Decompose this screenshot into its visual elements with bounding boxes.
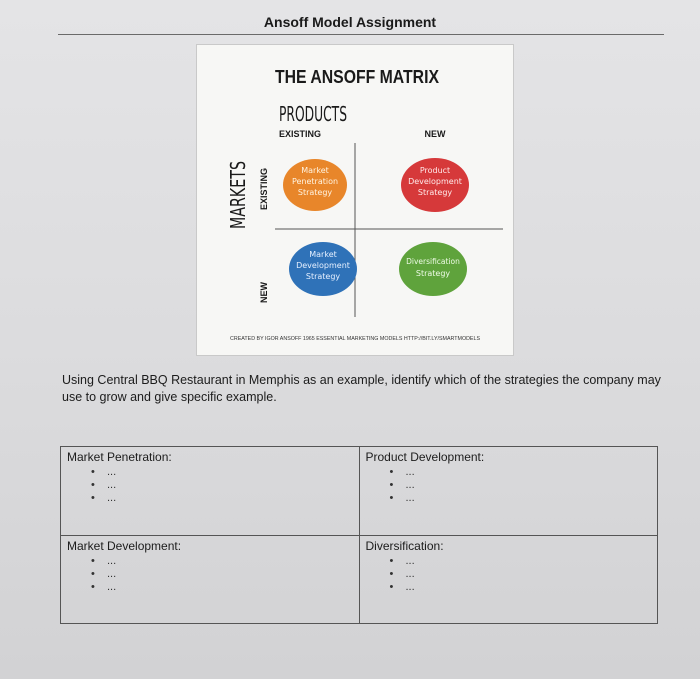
row-label-existing: EXISTING (259, 167, 269, 210)
bullet-icon: • (389, 554, 394, 567)
quadrant-diversification (399, 242, 467, 296)
diversification-cell[interactable] (359, 535, 658, 624)
market-development-cell[interactable] (61, 535, 360, 624)
bullet-list (67, 466, 353, 505)
products-axis-label: PRODUCTS (279, 102, 347, 126)
cell-label: Diversification: (365, 538, 444, 553)
row-label-new: NEW (259, 282, 269, 303)
quadrant-text: Strategy (305, 272, 341, 281)
document-title: Ansoff Model Assignment (263, 14, 437, 30)
quadrant-text: Strategy (417, 188, 453, 197)
list-item: • ... (389, 479, 415, 491)
list-item: • ... (389, 567, 415, 580)
markets-axis-label: MARKETS (226, 133, 250, 229)
bullet-icon: • (389, 567, 394, 580)
ansoff-matrix-image (196, 44, 514, 356)
product-development-cell[interactable] (359, 447, 658, 536)
matrix-credit: CREATED BY IGOR ANSOFF 1965 ESSENTIAL MARKETING MODELS HTTP://BIT.LY/SMARTMODELS (230, 336, 481, 342)
cell-label: Market Penetration: (67, 450, 172, 464)
bullet-icon: • (91, 479, 95, 491)
bullet-icon: • (389, 580, 394, 593)
list-item: • ... (91, 554, 117, 567)
list-item: • ... (91, 492, 117, 504)
column-label-new: NEW (424, 129, 446, 139)
quadrant-market-development (289, 242, 357, 296)
ansoff-matrix-graphic (197, 45, 513, 355)
quadrant-text: Development (408, 177, 462, 186)
bullet-list (366, 466, 652, 505)
answer-table (60, 446, 658, 624)
quadrant-text: Product (419, 166, 451, 175)
quadrant-text: Penetration (291, 177, 339, 186)
column-label-existing: EXISTING (279, 129, 322, 139)
quadrant-text: Development (296, 261, 350, 270)
bullet-list (67, 555, 353, 594)
list-item: • ... (389, 492, 415, 504)
list-item: • ... (389, 554, 415, 567)
quadrant-text: Strategy (297, 188, 333, 197)
bullet-icon: • (91, 580, 95, 593)
assignment-prompt: Using Central BBQ Restaurant in Memphis as an example, identify which of the strategies the company may use to grow and give specific example. (62, 373, 661, 404)
bullet-icon: • (389, 492, 394, 504)
bullet-icon: • (91, 466, 95, 478)
quadrant-product-development (401, 158, 469, 212)
bullet-icon: • (389, 466, 394, 478)
title-divider (58, 34, 664, 35)
cell-label: Market Development: (67, 538, 182, 553)
bullet-icon: • (91, 567, 95, 580)
bullet-icon: • (91, 554, 95, 567)
quadrant-text: Diversification (406, 257, 460, 266)
list-item: • ... (91, 479, 117, 491)
market-penetration-cell[interactable] (61, 447, 360, 536)
bullet-icon: • (389, 479, 394, 491)
table-row (61, 447, 658, 536)
list-item: • ... (389, 580, 415, 593)
bullet-icon: • (91, 492, 95, 504)
matrix-title: THE ANSOFF MATRIX (275, 67, 439, 87)
table-row (61, 535, 658, 624)
list-item: • ... (91, 567, 117, 580)
bullet-list (366, 555, 652, 594)
cell-label: Product Development: (365, 450, 485, 464)
quadrant-text: Market (301, 166, 329, 175)
list-item: • ... (91, 580, 117, 593)
quadrant-market-penetration (283, 159, 347, 211)
list-item: • ... (91, 466, 117, 478)
quadrant-text: Strategy (415, 269, 451, 278)
quadrant-text: Market (309, 250, 337, 259)
list-item: • ... (389, 466, 415, 478)
